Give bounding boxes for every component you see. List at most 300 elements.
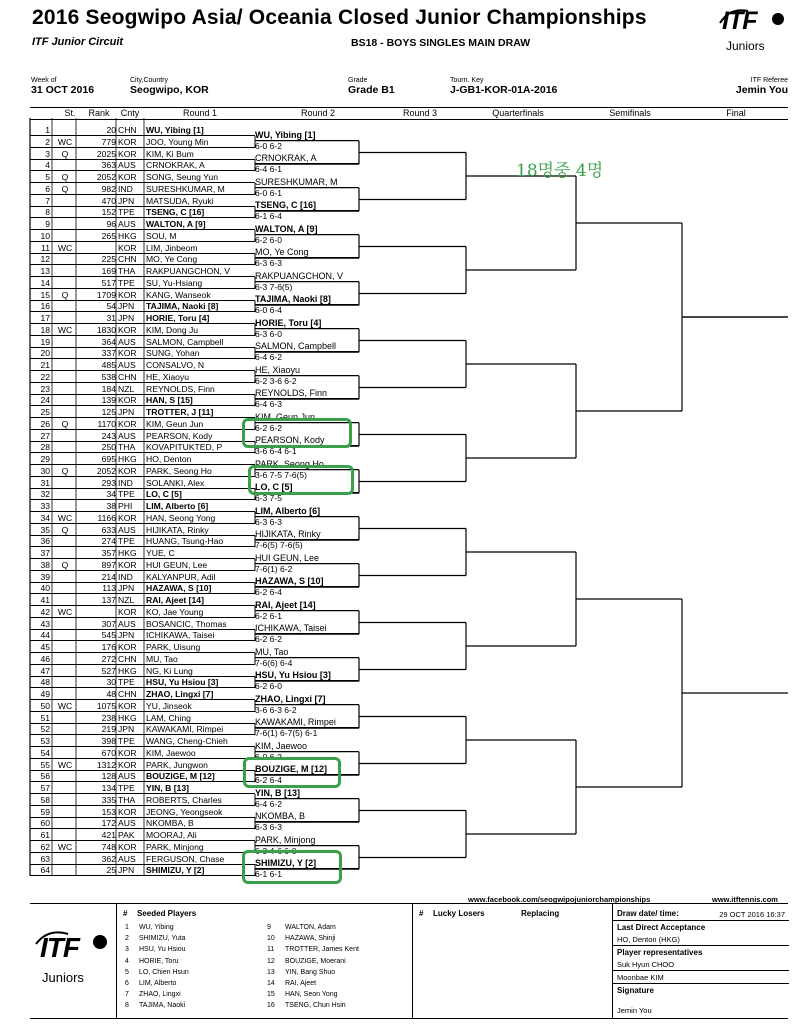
player-country: KOR (118, 748, 137, 758)
entry-status: WC (57, 137, 73, 147)
player-rank: 128 (101, 772, 116, 782)
round2-winner: HSU, Yu Hsiou [3] (255, 670, 359, 681)
draw-number: 15 (40, 290, 50, 300)
player-rank: 633 (101, 525, 116, 535)
player-country: HKG (118, 666, 137, 676)
col-round3: Round 3 (402, 108, 438, 118)
player-rank: 172 (101, 819, 116, 829)
round2-winner: KIM, Jaewoo (255, 741, 359, 752)
round2-score: 6-3 6-3 (255, 258, 282, 269)
player-country: THA (118, 267, 136, 276)
player-country: KOR (118, 466, 137, 476)
round2-winner: TSENG, C [16] (255, 200, 359, 211)
round2-score: 6-3 7-5 (255, 493, 282, 504)
player-rank: 1312 (96, 760, 116, 770)
player-rank: 219 (101, 725, 116, 735)
entry-status: Q (61, 173, 69, 182)
player-rank: 238 (101, 713, 116, 723)
signature-label: Signature (617, 986, 654, 995)
player-country: KOR (118, 173, 137, 182)
draw-number: 54 (40, 748, 50, 758)
draw-number: 1 (45, 126, 50, 135)
seed-player-name: HAZAWA, Shinji (285, 935, 336, 943)
player-name: WALTON, A [9] (146, 220, 206, 229)
player-name: KALYANPUR, Adil (146, 572, 216, 582)
player-country: IND (118, 572, 133, 582)
seed-player-name: WALTON, Adam (285, 924, 336, 931)
player-name: SOLANKI, Alex (146, 478, 205, 488)
player-name: LIM, Jinbeom (146, 243, 198, 253)
player-rank: 48 (106, 690, 116, 699)
round2-winner: MO, Ye Cong (255, 247, 359, 258)
draw-number: 63 (40, 854, 50, 864)
player-rank: 1166 (97, 513, 116, 523)
round2-winner: TAJIMA, Naoki [8] (255, 294, 359, 305)
round2-score: 6-0 6-1 (255, 187, 282, 198)
player-name: SURESHKUMAR, M (146, 184, 225, 194)
draw-number: 33 (40, 502, 50, 511)
player-rank: 545 (101, 631, 116, 641)
draw-number: 47 (40, 666, 50, 676)
itf-footer-logo-text: ITF (40, 932, 79, 963)
player-name: SOU, M (146, 231, 177, 241)
round2-winner: RAKPUANGCHON, V (255, 271, 359, 282)
player-country: KOR (118, 243, 137, 253)
player-rank: 214 (101, 572, 116, 582)
draw-number: 11 (41, 243, 50, 253)
player-rank: 169 (101, 267, 116, 276)
draw-number: 26 (40, 419, 50, 429)
player-name: KOVAPITUKTED, P (146, 443, 223, 453)
player-country: KOR (118, 760, 137, 770)
player-country: KOR (118, 643, 137, 652)
round2-score: 6-1 6-4 (255, 211, 282, 222)
player-country: TPE (118, 678, 135, 688)
draw-number: 61 (40, 831, 50, 840)
draw-number: 51 (40, 713, 50, 723)
player-rank: 364 (101, 337, 116, 347)
player-rank: 176 (101, 643, 116, 652)
player-rank: 96 (106, 220, 116, 229)
round2-winner: KAWAKAMI, Rimpei (255, 717, 359, 728)
player-rank: 139 (101, 396, 116, 406)
player-name: NKOMBA, B (146, 819, 194, 829)
entry-status: WC (57, 760, 73, 770)
event-label: BS18 - BOYS SINGLES MAIN DRAW (351, 37, 531, 49)
player-country: JPN (118, 196, 135, 206)
player-name: YUE, C (146, 549, 175, 558)
player-country: CHN (118, 690, 137, 699)
entry-status: WC (57, 325, 73, 335)
entry-status: Q (61, 466, 69, 476)
seeded-players-panel (116, 904, 413, 1018)
draw-number: 55 (40, 760, 50, 770)
round2-score: 6-2 6-2 (255, 634, 282, 645)
seed-number: 11 (267, 946, 275, 954)
round2-score: 7-6(6) 6-4 (255, 657, 293, 668)
round2-winner: ZHAO, Lingxi [7] (255, 694, 359, 705)
player-country: HKG (118, 231, 137, 241)
round2-score: 6-1 6-1 (255, 869, 282, 880)
player-country: NZL (118, 384, 135, 394)
grade-label: Grade (348, 77, 368, 84)
entry-status: Q (61, 525, 69, 535)
seed-player-name: WU, Yibing (139, 924, 174, 931)
player-country: IND (118, 184, 133, 194)
player-rank: 225 (101, 255, 116, 265)
player-country: KOR (118, 137, 137, 147)
round2-score: 3-6 6-4 6-1 (255, 446, 297, 457)
player-country: KOR (118, 396, 137, 406)
player-name: CRNOKRAK, A (146, 161, 205, 171)
draw-number: 45 (40, 643, 50, 652)
draw-number: 5 (45, 173, 50, 182)
draw-number: 64 (40, 866, 50, 876)
player-rank: 2052 (96, 466, 116, 476)
player-country: IND (118, 478, 133, 488)
highlight-kim-jaewoo (243, 757, 341, 788)
seed-number: 1 (125, 924, 129, 931)
col-round1: Round 1 (182, 108, 218, 118)
player-country: CHN (118, 126, 137, 135)
itf-logo-text: ITF (722, 7, 757, 35)
draw-number: 58 (40, 795, 50, 805)
draw-number: 6 (45, 184, 50, 194)
player-name: SALMON, Campbell (146, 337, 224, 347)
player-country: TPE (118, 490, 135, 500)
referee-value: Jemin You (735, 84, 788, 96)
col-semifinals: Semifinals (609, 108, 651, 118)
round2-winner: LIM, Alberto [6] (255, 506, 359, 517)
draw-number: 32 (40, 490, 50, 500)
draw-number: 35 (40, 525, 50, 535)
player-name: LIM, Alberto [6] (146, 502, 209, 511)
round2-winner: ICHIKAWA, Taisei (255, 623, 359, 634)
week-value: 31 OCT 2016 (31, 84, 95, 96)
player-name: KIM, Jaewoo (146, 748, 196, 758)
player-name: KAWAKAMI, Rimpei (146, 725, 224, 735)
player-name: HE, Xiaoyu (146, 372, 189, 382)
draw-number: 9 (45, 220, 50, 229)
player-name: HAN, S [15] (146, 396, 193, 406)
col-final: Final (726, 108, 746, 118)
player-country: KOR (118, 842, 137, 852)
entry-status: Q (61, 184, 69, 194)
player-rank: 265 (101, 231, 116, 241)
player-name: NG, Ki Lung (146, 666, 193, 676)
player-rank: 272 (101, 654, 116, 664)
player-name: TROTTER, J [11] (146, 408, 214, 417)
entry-status: WC (57, 701, 73, 711)
round2-score: 6-4 6-2 (255, 352, 282, 363)
player-name: ICHIKAWA, Taisei (146, 631, 215, 641)
col-cnty: Cnty (120, 108, 140, 118)
player-country: PAK (118, 831, 135, 840)
player-name: SUNG, Yohan (146, 349, 200, 359)
circuit-label: ITF Junior Circuit (32, 36, 124, 48)
referee-label: ITF Referee (750, 77, 788, 84)
player-country: KOR (118, 149, 137, 159)
player-name: TAJIMA, Naoki [8] (146, 302, 219, 312)
tourn-key-label: Tourn. Key (450, 77, 484, 84)
round2-score: 6-2 3-6 6-2 (255, 375, 297, 386)
round2-score: 6-0 6-2 (255, 140, 282, 151)
player-rank: 538 (101, 372, 116, 382)
player-rank: 153 (101, 807, 116, 817)
player-rank: 31 (106, 314, 116, 323)
footer-panel (30, 903, 788, 1019)
player-rank: 152 (101, 208, 116, 218)
seed-number: 8 (125, 1002, 129, 1010)
facebook-link[interactable]: www.facebook.com/seogwipojuniorchampionships (468, 895, 651, 904)
seed-number: 15 (267, 991, 275, 999)
seed-number: 10 (267, 935, 275, 943)
draw-number: 60 (40, 819, 50, 829)
player-country: JPN (118, 725, 135, 735)
player-name: MU, Tao (146, 654, 178, 664)
round2-winner: PARK, Seong Ho (255, 459, 359, 470)
player-country: PHI (118, 502, 133, 511)
draw-number: 40 (40, 584, 50, 594)
draw-number: 7 (45, 196, 50, 206)
draw-number: 19 (40, 337, 50, 347)
draw-number: 20 (40, 349, 50, 359)
itf-website-link[interactable]: www.itftennis.com (712, 895, 778, 904)
draw-number: 3 (45, 149, 50, 159)
col-quarterfinals: Quarterfinals (492, 108, 544, 118)
handwritten-annotation: 18명중 4명 (516, 161, 604, 181)
player-rank: 335 (101, 795, 116, 805)
player-country: THA (118, 795, 136, 805)
round2-score: 6-0 6-4 (255, 305, 282, 316)
draw-number: 36 (40, 537, 50, 547)
draw-number: 24 (40, 396, 50, 406)
draw-number: 17 (40, 314, 50, 323)
player-country: JPN (118, 302, 135, 312)
round2-score: 6-2 6-0 (255, 234, 282, 245)
entry-status: Q (61, 419, 69, 429)
draw-number: 50 (40, 701, 50, 711)
city-label: City,Country (130, 77, 168, 84)
seed-player-name: HAN, Seon Yong (285, 991, 338, 999)
player-name: FERGUSON, Chase (146, 854, 225, 864)
player-country: AUS (118, 337, 136, 347)
draw-number: 30 (40, 466, 50, 476)
player-name: KIM, Ki Bum (146, 149, 194, 159)
player-rank: 113 (102, 584, 116, 594)
col-rank: Rank (88, 108, 110, 118)
round2-score: 6-3 6-0 (255, 328, 282, 339)
rep-2: Moonbae KIM (617, 973, 664, 982)
player-name: YU, Jinseok (146, 701, 192, 711)
round2-winner: NKOMBA, B (255, 811, 359, 822)
round2-winner: HORIE, Toru [4] (255, 318, 359, 329)
draw-number: 42 (40, 607, 50, 617)
draw-number: 41 (40, 596, 50, 605)
draw-number: 8 (45, 208, 50, 218)
player-rank: 357 (101, 549, 116, 558)
draw-number: 48 (40, 678, 50, 688)
player-rank: 779 (101, 137, 116, 147)
draw-number: 14 (40, 278, 50, 288)
seed-player-name: HSU, Yu Hsiou (139, 946, 186, 954)
player-country: KOR (118, 807, 137, 817)
round2-score: 3-6 7-5 7-6(5) (255, 469, 307, 480)
draw-number: 13 (40, 267, 50, 276)
player-country: AUS (118, 431, 136, 441)
player-rank: 274 (101, 537, 116, 547)
player-name: ZHAO, Lingxi [7] (146, 690, 214, 699)
player-name: PARK, Minjong (146, 842, 204, 852)
player-name: YIN, B [13] (146, 784, 189, 793)
seed-player-name: YIN, Bang Shuo (285, 968, 336, 976)
itf-juniors-footer-logo (34, 928, 114, 988)
seed-number: 2 (125, 935, 129, 943)
draw-number: 38 (40, 560, 50, 570)
player-rank: 337 (101, 349, 116, 359)
replacing-title: Replacing (521, 909, 560, 918)
player-country: AUS (118, 619, 136, 629)
lucky-hash: # (419, 909, 424, 918)
juniors-logo-text: Juniors (726, 39, 765, 53)
seed-number: 3 (125, 946, 129, 954)
draw-number: 25 (40, 408, 50, 417)
round2-score: 6-4 6-2 (255, 798, 282, 809)
round2-score: 6-4 6-1 (255, 164, 282, 175)
player-name: LAM, Ching (146, 713, 191, 723)
player-country: KOR (118, 290, 137, 300)
entry-status: WC (57, 513, 73, 523)
round2-winner: REYNOLDS, Finn (255, 388, 359, 399)
rep-1: Suk Hyun CHOO (617, 960, 675, 969)
player-country: HKG (118, 549, 137, 558)
player-name: HORIE, Toru [4] (146, 314, 210, 323)
seed-number: 4 (125, 957, 129, 965)
player-name: HSU, Yu Hsiou [3] (146, 678, 219, 688)
player-name: MO, Ye Cong (146, 255, 198, 265)
player-country: JPN (118, 408, 135, 417)
round2-winner: HE, Xiaoyu (255, 365, 359, 376)
entry-status: WC (57, 607, 73, 617)
player-rank: 243 (101, 431, 116, 441)
round2-score: 7-6(1) 6-7(5) 6-1 (255, 728, 318, 739)
draw-number: 21 (40, 361, 50, 370)
player-country: AUS (118, 819, 136, 829)
player-country: JPN (118, 314, 135, 323)
player-name: KANG, Wanseok (146, 290, 211, 300)
seed-player-name: HORIE, Toru (139, 957, 179, 965)
draw-date-label: Draw date/ time: (617, 909, 679, 918)
round2-winner: WU, Yibing [1] (255, 130, 359, 141)
player-rank: 250 (101, 443, 116, 453)
round2-score: 7-6(1) 6-2 (255, 563, 293, 574)
round2-winner: BOUZIGE, M [12] (255, 764, 359, 775)
player-name: PEARSON, Kody (146, 431, 213, 441)
draw-number: 27 (40, 431, 50, 441)
player-country: THA (118, 443, 136, 453)
player-rank: 470 (101, 196, 116, 206)
player-name: BOUZIGE, M [12] (146, 772, 215, 782)
draw-number: 37 (40, 549, 50, 558)
player-name: RAI, Ajeet [14] (146, 596, 204, 605)
player-rank: 34 (106, 490, 116, 500)
player-country: CHN (118, 255, 137, 265)
player-country: JPN (118, 584, 135, 594)
player-name: PARK, Seong Ho (146, 466, 212, 476)
round2-winner: SALMON, Campbell (255, 341, 359, 352)
player-country: KOR (118, 607, 137, 617)
highlight-kim-geun-jun (242, 418, 352, 448)
draw-number: 10 (40, 231, 50, 241)
round2-score: 6-2 6-1 (255, 610, 282, 621)
round2-score: 7-6(5) 7-6(5) (255, 540, 303, 551)
player-rank: 1075 (96, 701, 116, 711)
draw-number: 59 (40, 807, 50, 817)
player-rank: 398 (101, 737, 116, 746)
player-rank: 2052 (96, 173, 116, 182)
player-country: AUS (118, 772, 136, 782)
lda-label: Last Direct Acceptance (617, 923, 706, 932)
draw-number: 53 (40, 737, 50, 746)
player-country: HKG (118, 455, 137, 464)
player-rank: 421 (101, 831, 116, 840)
player-rank: 517 (101, 278, 116, 288)
player-name: LO, C [5] (146, 490, 182, 500)
player-country: AUS (118, 161, 136, 171)
player-rank: 2025 (96, 149, 116, 159)
player-rank: 982 (101, 184, 116, 194)
seed-player-name: LIM, Alberto (139, 980, 177, 987)
player-rank: 30 (106, 678, 116, 688)
player-name: ROBERTS, Charles (146, 795, 222, 805)
player-name: HO, Denton (146, 455, 192, 464)
round2-winner: PARK, Minjong (255, 835, 359, 846)
player-country: KOR (118, 513, 137, 523)
player-name: HUANG, Tsung-Hao (146, 537, 224, 547)
round2-winner: RAI, Ajeet [14] (255, 600, 359, 611)
round2-winner: HIJIKATA, Rinky (255, 529, 359, 540)
player-country: AUS (118, 220, 136, 229)
player-name: BOSANCIC, Thomas (146, 619, 227, 629)
highlight-park-minjong (242, 850, 342, 884)
player-name: KIM, Dong Ju (146, 325, 199, 335)
page-title: 2016 Seogwipo Asia/ Oceania Closed Junior Championships (32, 6, 647, 29)
seed-player-name: RAI, Ajeet (285, 980, 317, 987)
draw-number: 18 (40, 325, 50, 335)
player-rank: 307 (101, 619, 116, 629)
round2-score: 6-3 4-6 6-0 (255, 845, 297, 856)
round2-score: 6-3 7-6(5) (255, 281, 293, 292)
draw-number: 22 (40, 372, 50, 382)
player-country: JPN (118, 631, 135, 641)
player-name: HAZAWA, S [10] (146, 584, 212, 594)
seed-player-name: TSENG, Chun Hsin (285, 1002, 346, 1010)
player-rank: 125 (101, 408, 116, 417)
seed-number: 7 (125, 991, 129, 999)
draw-number: 39 (40, 572, 50, 582)
draw-number: 2 (45, 137, 50, 147)
round2-winner: HAZAWA, S [10] (255, 576, 359, 587)
draw-number: 31 (40, 478, 50, 488)
seed-number: 6 (125, 980, 129, 987)
lda-value: HO, Denton (HKG) (617, 935, 680, 944)
tourn-key-value: J-GB1-KOR-01A-2016 (450, 84, 558, 96)
player-country: KOR (118, 560, 137, 570)
player-rank: 137 (101, 596, 116, 605)
round2-winner: HUI GEUN, Lee (255, 553, 359, 564)
seed-number: 13 (267, 968, 275, 976)
round2-score: 6-3 6-3 (255, 822, 282, 833)
